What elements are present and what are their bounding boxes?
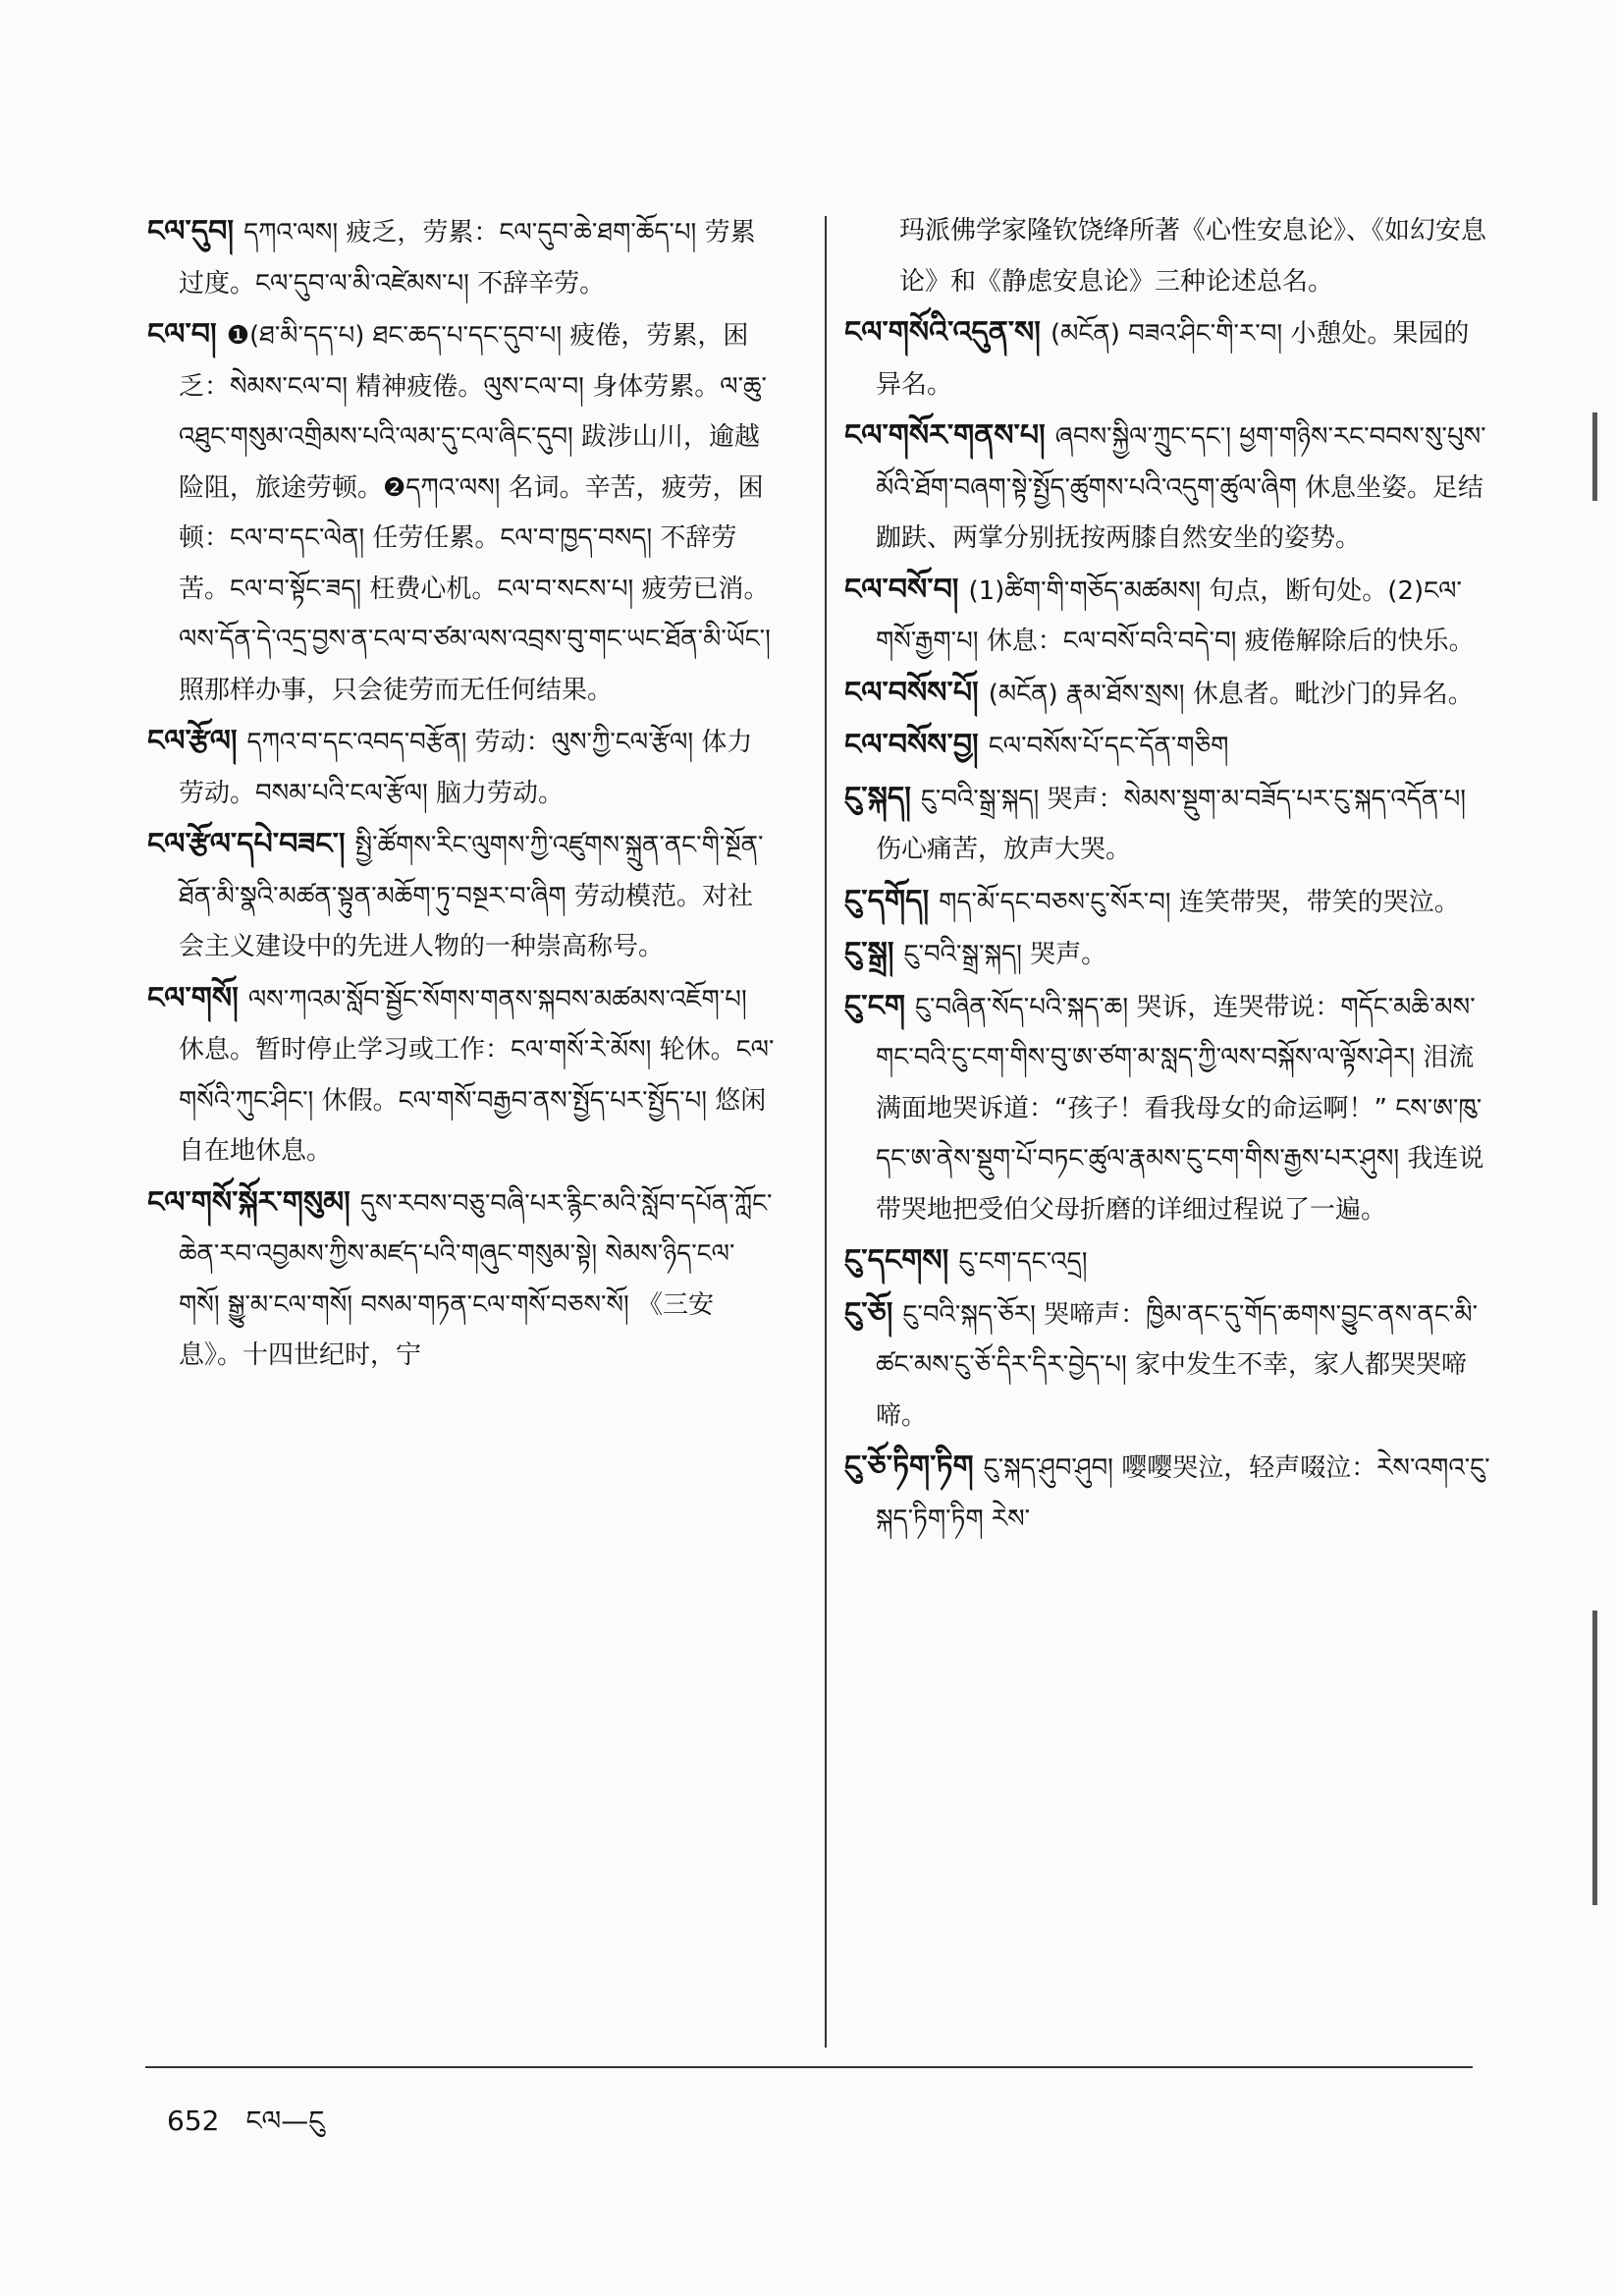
scan-edge-mark	[1592, 1611, 1597, 1905]
entry-continuation	[844, 206, 1492, 307]
headword: ངུ་ཅོ།	[844, 1295, 893, 1331]
definition: དཀའ་བ་དང་འབད་བརྩོན། 劳动：ལུས་ཀྱི་ངལ་རྩོལ། 体力劳动。བསམ་པའི་ངལ་རྩོལ། 脑力劳动。	[179, 728, 753, 808]
headword: ངལ་དུབ།	[147, 214, 235, 248]
left-column	[147, 206, 776, 1382]
definition: སྤྱི་ཚོགས་རིང་ལུགས་ཀྱི་འཛུགས་སྐྲུན་ནང་གི་སྔོན་ཐོན་མི་སྣའི་མཚན་སྟུན་མཆོག་ཏུ་བསྔར་བ་ཞིག 劳动模范。对社会主义建设中的先进人物的一种崇高称号。	[179, 831, 764, 961]
headword: ངལ་བསོ་བ།	[844, 572, 959, 607]
definition: ངུ་བའི་སྐད་ཅོར། 哭啼声：ཁྱིམ་ནང་དུ་གོད་ཆགས་བྱུང་ནས་ནང་མི་ཚང་མས་ངུ་ཅོ་དིར་དིར་བྱེད་པ། 家中发生不幸，家人都哭哭啼啼。	[876, 1299, 1479, 1431]
footer-rule	[145, 2066, 1473, 2068]
entry	[844, 1442, 1492, 1545]
definition: ངལ་བསོས་པོ་དང་དོན་གཅིག	[988, 732, 1229, 761]
scan-edge-mark	[1592, 412, 1597, 501]
definition: གད་མོ་དང་བཅས་ངུ་སོར་བ། 连笑带哭，带笑的哭泣。	[939, 887, 1460, 917]
page-number: 652	[167, 2105, 220, 2137]
definition: ངུ་ངག་དང་འདྲ།	[958, 1247, 1088, 1277]
headword: ངུ་དངགས།	[844, 1243, 949, 1278]
page-footer	[167, 2090, 342, 2167]
headword: ངལ་གསོར་གནས་པ།	[844, 418, 1046, 453]
headword: ངལ་བ།	[147, 317, 217, 352]
entry	[844, 773, 1492, 876]
entry	[844, 1288, 1492, 1443]
definition: 玛派佛学家隆钦饶绛所著《心性安息论》、《如幻安息论》和《静虑安息论》三种论述总名。	[899, 216, 1487, 297]
entry	[844, 307, 1492, 410]
entry	[844, 928, 1492, 981]
definition: (1)ཚིག་གི་གཅོད་མཚམས། 句点，断句处。(2)ངལ་གསོ་རྒྱག་པ། 休息：ངལ་བསོ་བའི་བདེ་བ། 疲倦解除后的快乐。	[876, 575, 1475, 656]
headword: ངལ་རྩོལ།	[147, 724, 238, 758]
definition: ངུ་བའི་སྒྲ་སྐད། 哭声。	[903, 940, 1107, 969]
definition: ཞབས་སྐྱིལ་ཀྲུང་དང་། ཕྱག་གཉིས་རང་བབས་སུ་པུས་མོའི་ཐོག་བཞག་སྟེ་སྤྱོད་ཚུགས་པའི་འདུག་ཚུལ་ཞིག 休息坐姿。足结跏趺、两掌分别抚按两膝自然安坐的姿势。	[876, 422, 1486, 553]
entry	[844, 876, 1492, 929]
entry	[844, 410, 1492, 565]
headword: ངལ་བསོས་བྱ།	[844, 728, 979, 762]
headword: ངལ་བསོས་པོ།	[844, 675, 979, 710]
headword: ངལ་གསོ།	[147, 980, 239, 1015]
headword: ངལ་གསོའི་འདུན་ས།	[844, 315, 1041, 350]
definition: དུས་རབས་བཅུ་བཞི་པར་རྙིང་མའི་སློབ་དཔོན་ཀློང་ཆེན་རབ་འབྱམས་ཀྱིས་མཛད་པའི་གཞུང་གསུམ་སྟེ། སེམས་ཉིད་ངལ་གསོ། སྒྱུ་མ་ངལ་གསོ། བསམ་གཏན་ངལ་གསོ་བཅས་སོ། 《三安息》。十四世纪时，宁	[179, 1188, 773, 1370]
headword: ངུ་ངག	[844, 988, 906, 1023]
column-divider	[825, 216, 827, 2048]
entry	[147, 309, 776, 716]
headword: ངུ་སྒྲ།	[844, 936, 894, 970]
definition: ངུ་སྐད་ཤུབ་ཤུབ། 嘤嘤哭泣，轻声啜泣：རེས་འགའ་ངུ་སྐད་ཏིག་ཏིག རེས་	[876, 1453, 1490, 1534]
entry	[844, 981, 1492, 1236]
entry	[147, 206, 776, 309]
definition: (མངོན) རྣམ་ཐོས་སྲས། 休息者。毗沙门的异名。	[988, 679, 1474, 709]
definition: (མངོན) བཟའ་ཤིང་གི་ར་བ། 小憩处。果园的异名。	[876, 319, 1470, 400]
headword: ངུ་ཅོ་ཏིག་ཏིག	[844, 1449, 974, 1484]
entry	[844, 1235, 1492, 1288]
right-column	[844, 206, 1492, 1545]
entry	[147, 973, 776, 1177]
entry	[844, 720, 1492, 773]
headword: ངུ་སྐད།	[844, 780, 911, 815]
entry	[147, 819, 776, 973]
entry	[147, 1177, 776, 1382]
definition: དཀའ་ལས། 疲乏，劳累：ངལ་དུབ་ཆེ་ཐག་ཆོད་པ། 劳累过度。ངལ་དུབ་ལ་མི་འཛེམས་པ། 不辞辛劳。	[179, 218, 756, 299]
entry	[844, 668, 1492, 721]
headword: ངལ་གསོ་སྐོར་གསུམ།	[147, 1184, 350, 1220]
page-range: ངལ—ངུ	[245, 2105, 325, 2137]
entry	[147, 716, 776, 819]
headword: ངུ་དགོད།	[844, 883, 930, 918]
definition: ལས་ཀའམ་སློབ་སྦྱོང་སོགས་གནས་སྐབས་མཚམས་འཇོག་པ། 休息。暂时停止学习或工作：ངལ་གསོ་རེ་མོས། 轮休。ངལ་གསོའི་ཀུང་ཤིང་། 休假。ངལ་གསོ་བརྒྱབ་ནས་སྤྱོད་པར་སྤྱོད་པ། 悠闲自在地休息。	[179, 984, 775, 1166]
headword: ངལ་རྩོལ་དཔེ་བཟང་།	[147, 827, 346, 861]
definition: ❶(ཐ་མི་དད་པ) ཐང་ཆད་པ་དང་དུབ་པ། 疲倦，劳累，困乏：སེམས་ངལ་བ། 精神疲倦。ལུས་ངལ་བ། 身体劳累。ལ་ཆུ་འཐུང་གསུམ་འགྲིམས་པའི་ལམ་དུ་ངལ་ཞིང་དུབ། 跋涉山川，逾越险阻，旅途劳顿。❷དཀའ་ལས། 名词。辛苦，疲劳，困顿：ངལ་བ་དང་ལེན། 任劳任累。ངལ་བ་ཁྱད་བསད། 不辞劳苦。ངལ་བ་སྟོང་ཟད། 枉费心机。ངལ་བ་སངས་པ། 疲劳已消。ལས་དོན་དེ་འདྲ་བྱས་ན་ངལ་བ་ཙམ་ལས་འབྲས་བུ་གང་ཡང་ཐོན་མི་ཡོང་། 照那样办事，只会徒劳而无任何结果。	[179, 321, 771, 705]
definition: ངུ་བའི་སྒྲ་སྐད། 哭声：སེམས་སྡུག་མ་བཟོད་པར་ངུ་སྐད་འདོན་པ། 伤心痛苦，放声大哭。	[876, 784, 1467, 864]
definition: ངུ་བཞིན་སོད་པའི་སྐད་ཆ། 哭诉，连哭带说：གདོང་མཆི་མས་གང་བའི་ངུ་ངག་གིས་བུ་ཨ་ཙག་མ་སླད་ཀྱི་ལས་བསྐོས་ལ་ལྟོས་ཤེར། 泪流满面地哭诉道：“孩子！看我母女的命运啊！” ངས་ཨ་ཁུ་དང་ཨ་ནེས་སྡུག་པོ་བཏང་ཚུལ་རྣམས་ངུ་ངག་གིས་རྒྱས་པར་ཤུས། 我连说带哭地把受伯父母折磨的详细过程说了一遍。	[876, 992, 1484, 1225]
entry	[844, 565, 1492, 668]
